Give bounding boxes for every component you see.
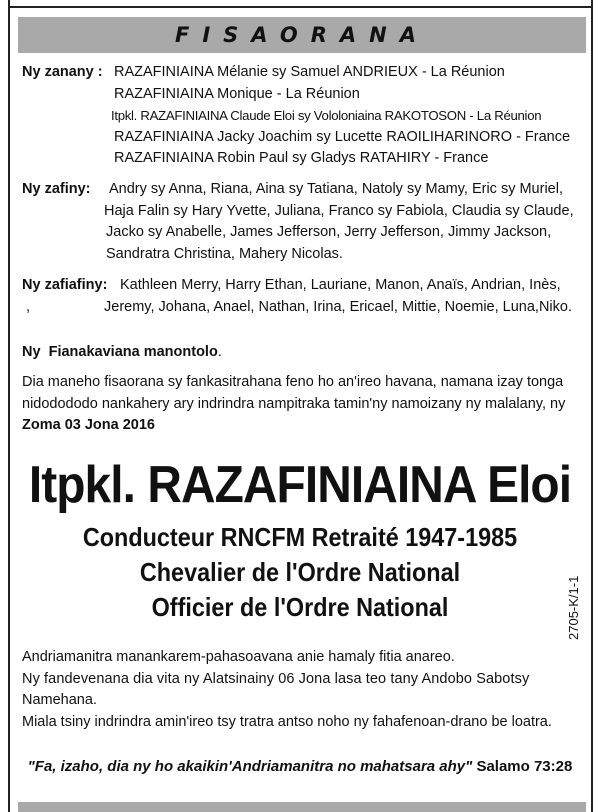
children-line: Itpkl. RAZAFINIAINA Claude Eloi sy Vololoniaina RAKOTOSON - La Réunion xyxy=(111,108,542,123)
banner-title: FISAORANA xyxy=(175,23,429,47)
great-grandchildren-label: Ny zafiafiny: xyxy=(22,277,108,293)
great-grandchildren-section xyxy=(22,275,588,321)
grandchildren-line: Sandratra Christina, Mahery Nicolas. xyxy=(106,245,343,262)
closing-paragraph xyxy=(22,647,588,733)
grandchildren-label: Ny zafiny: xyxy=(22,181,91,197)
closing-line: Ny fandevenana dia vita ny Alatsinainy 06 Jona lasa teo tany Andobo Sabotsy xyxy=(22,670,530,687)
header-banner xyxy=(18,17,586,53)
children-line: RAZAFINIAINA Mélanie sy Samuel ANDRIEUX - La Réunion xyxy=(114,64,505,80)
family-line xyxy=(22,342,588,364)
deceased-title: Officier de l'Ordre National xyxy=(151,592,449,622)
reference-code: 2705-K/1-1 xyxy=(566,575,581,640)
deceased-name: Itpkl. RAZAFINIAINA Eloi xyxy=(28,456,572,514)
great-grandchildren-line: Kathleen Merry, Harry Ethan, Lauriane, Manon, Anaïs, Andrian, Inès, xyxy=(120,277,561,293)
thanks-line: nidodododo nankahery ary indrindra nampitraka tamin'ny namoizany ny malalany, ny xyxy=(22,395,566,412)
children-label: Ny zanany : xyxy=(22,64,103,80)
bible-quote xyxy=(0,758,600,775)
deceased-title: Chevalier de l'Ordre National xyxy=(139,557,461,587)
children-line: RAZAFINIAINA Robin Paul sy Gladys RATAHIRY - France xyxy=(114,150,489,166)
family-text: Fianakaviana manontolo xyxy=(48,344,218,360)
deceased-title: Conducteur RNCFM Retraité 1947-1985 xyxy=(82,522,518,552)
great-grandchildren-line: Jeremy, Johana, Anael, Nathan, Irina, Ericael, Mittie, Noemie, Luna,Niko. xyxy=(104,298,572,315)
grandchildren-line: Andry sy Anna, Riana, Aina sy Tatiana, Natoly sy Mamy, Eric sy Muriel, xyxy=(109,181,563,197)
grandchildren-line: Jacko sy Anabelle, James Jefferson, Jerry Jefferson, Jimmy Jackson, xyxy=(106,224,552,240)
closing-line: Andriamanitra manankarem-pahasoavana anie hamaly fitia anareo. xyxy=(22,649,455,665)
thanks-date: Zoma 03 Jona 2016 xyxy=(22,417,155,433)
footer-bar xyxy=(18,802,586,812)
stray-comma: , xyxy=(26,298,31,315)
grandchildren-section xyxy=(22,179,588,269)
closing-line: Miala tsiny indrindra amin'ireo tsy tratra antso noho ny fahafenoan-drano be loatra. xyxy=(22,713,552,730)
family-suffix: . xyxy=(217,344,222,360)
closing-line: Namehana. xyxy=(22,692,97,708)
family-prefix: Ny xyxy=(22,344,41,360)
children-section xyxy=(22,62,588,172)
thanks-line: Dia maneho fisaorana sy fankasitrahana feno ho an'ireo havana, namana izay tonga xyxy=(22,374,564,390)
grandchildren-line: Haja Falin sy Hary Yvette, Juliana, Franco sy Fabiola, Claudia sy Claude, xyxy=(104,202,574,219)
children-line: RAZAFINIAINA Jacky Joachim sy Lucette RAOILIHARINORO - France xyxy=(114,128,571,145)
thanks-paragraph xyxy=(22,372,588,437)
quote-text: "Fa, izaho, dia ny ho akaikin'Andriamanitra no mahatsara ahy" xyxy=(27,758,473,775)
quote-reference: Salamo 73:28 xyxy=(476,758,573,775)
children-line: RAZAFINIAINA Monique - La Réunion xyxy=(114,85,360,102)
